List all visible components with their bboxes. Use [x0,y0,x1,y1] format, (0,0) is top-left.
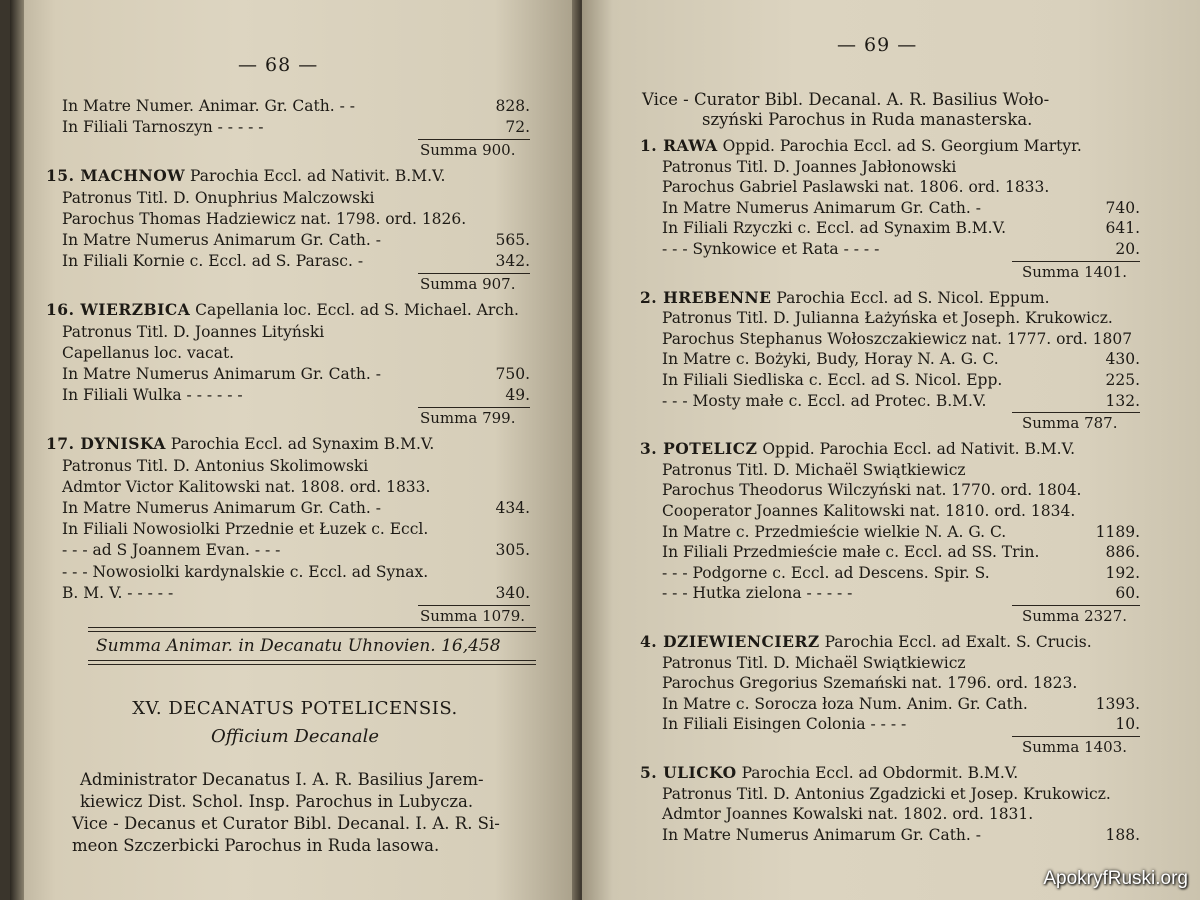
parish-heading [46,434,434,454]
entry-text: Patronus Titl. D. Antonius Zgadzicki et Josep. Krukowicz. [662,784,1111,803]
entry-text: In Filiali Kornie c. Eccl. ad S. Parasc. - [62,252,364,271]
entry-line [662,825,981,845]
entry-number: 750. [495,365,530,383]
entry-number: 740. [1105,198,1140,217]
entry-number: 641. [1105,219,1140,238]
entry-text: Parochia Eccl. ad Exalt. S. Crucis. [819,633,1092,651]
total-rule-top [88,627,536,632]
entry-text: In Matre Numerus Animarum Gr. Cath. - [62,231,382,249]
entry-line [662,694,1028,714]
entry-text: Parochus Stephanus Wołoszczakiewicz nat. 1777. ord. 1807 [662,329,1133,348]
entry-text: In Matre Numerus Animarum Gr. Cath. - [662,198,982,217]
decanatus-total: Summa Animar. in Decanatu Uhnovien. 16,458 [96,636,501,656]
parish-name: 4. DZIEWIENCIERZ [640,632,820,651]
entry-text: Patronus Titl. D. Onuphrius Malczowski [62,188,375,207]
summa: Summa 799. [420,409,516,428]
entry-line [662,714,906,734]
entry-line [662,542,1039,562]
summa: Summa 1079. [420,607,526,625]
parish-name: 15. MACHNOW [46,166,186,186]
entry-number: 434. [495,499,530,517]
summa: Summa 787. [1022,414,1118,433]
entry-number: 340. [495,583,530,602]
entry-text: In Matre Numer. Animar. Gr. Cath. - - [62,97,356,115]
parish-heading [46,166,445,186]
parish-name: 1. RAWA [640,136,718,155]
entry-text: Parochia Eccl. ad S. Nicol. Eppum. [771,288,1050,307]
entry-line [662,198,981,218]
entry-line [62,583,173,603]
entry-line [62,540,280,560]
entry-text: - - - ad S Joannem Evan. - - - [62,541,281,560]
parish-heading [640,763,1018,783]
entry-line [62,188,374,208]
entry-text: B. M. V. - - - - - [62,583,174,602]
entry-line [62,498,381,518]
entry-text: In Filiali Tarnoszyn - - - - - [62,118,264,137]
left-page-number: — 68 — [238,54,319,76]
entry-text: In Matre Numerus Animarum Gr. Cath. - [62,365,382,383]
entry-text: In Filiali Rzyczki c. Eccl. ad Synaxim B.M.V. [662,219,1007,238]
watermark: ApokryfRuski.org [1043,868,1188,889]
para-line: Vice - Decanus et Curator Bibl. Decanal. I. A. R. Si- [72,814,500,833]
entry-number: 430. [1105,350,1140,369]
entry-text: Admtor Victor Kalitowski nat. 1808. ord. 1833. [62,477,431,496]
entry-line [662,177,1049,197]
summa: Summa 1403. [1022,738,1128,756]
parish-name: 16. WIERZBICA [46,300,191,320]
entry-number: 20. [1115,240,1140,258]
entry-line [62,230,381,250]
entry-line [62,477,430,497]
entry-line [662,501,1075,521]
parish-heading [640,632,1092,652]
entry-text: In Matre c. Bożyki, Budy, Horay N. A. G. C. [662,350,999,369]
entry-number: 1189. [1095,522,1140,541]
entry-number: 49. [505,386,530,405]
parish-name: 17. DYNISKA [46,434,166,454]
entry-line [662,460,966,480]
entry-text: Patronus Titl. D. Joannes Lityński [62,322,325,341]
entry-number: 342. [495,252,530,271]
entry-line [662,804,1033,824]
entry-number: 565. [495,231,530,249]
entry-line [662,522,1006,542]
entry-line [62,251,363,271]
entry-line [662,308,1113,328]
parish-name: 5. ULICKO [640,763,737,782]
entry-line [62,364,381,384]
para-line: Administrator Decanatus I. A. R. Basilius Jarem- [80,770,484,789]
entry-line [662,329,1132,349]
entry-text: Patronus Titl. D. Michaël Swiątkiewicz [662,460,966,479]
entry-text: Admtor Joannes Kowalski nat. 1802. ord. 1831. [662,805,1034,824]
entry-text: Patronus Titl. D. Michaël Swiątkiewicz [662,653,966,672]
entry-text: - - - Synkowice et Rata - - - - [662,240,880,258]
para-line: kiewicz Dist. Schol. Insp. Parochus in Lubycza. [80,792,474,811]
total-rule-bottom [88,660,536,665]
entry-number: 1393. [1095,694,1140,713]
entry-text: Parochus Thomas Hadziewicz nat. 1798. ord. 1826. [62,209,467,228]
entry-line [62,322,324,342]
entry-text: Capellania loc. Eccl. ad S. Michael. Arch. [190,301,519,320]
entry-line [62,209,466,229]
entry-line [62,117,264,137]
para-line: meon Szczerbicki Parochus in Ruda lasowa. [72,836,440,855]
entry-number: 188. [1105,825,1140,844]
entry-text: Oppid. Parochia Eccl. ad Nativit. B.M.V. [757,440,1075,459]
entry-number: 10. [1115,715,1140,734]
entry-text: Oppid. Parochia Eccl. ad S. Georgium Martyr. [717,137,1082,155]
entry-number: 225. [1105,371,1140,389]
parish-heading [640,439,1075,459]
entry-line [662,480,1081,500]
section-subtitle: Officium Decanale [210,726,380,747]
entry-text: - - - Hutka zielona - - - - - [662,584,853,603]
summa: Summa 900. [420,141,516,160]
entry-line [62,562,428,582]
entry-line [62,343,234,363]
entry-number: 305. [495,541,530,560]
entry-text: - - - Podgorne c. Eccl. ad Descens. Spir. S. [662,563,990,582]
entry-line [62,96,355,116]
right-page [582,0,1200,900]
entry-text: Capellanus loc. vacat. [62,343,235,362]
right-page-number: — 69 — [837,34,918,56]
parish-heading [46,300,519,320]
entry-text: In Matre c. Sorocza łoza Num. Anim. Gr. Cath. [662,694,1028,713]
entry-text: Parochia Eccl. ad Obdormit. B.M.V. [736,764,1019,782]
entry-number: 60. [1115,584,1140,603]
entry-text: In Matre c. Przedmieście wielkie N. A. G. C. [662,522,1007,541]
entry-line [62,385,243,405]
entry-line [662,583,852,603]
entry-text: Patronus Titl. D. Julianna Łażyńska et Joseph. Krukowicz. [662,309,1113,328]
summa: Summa 2327. [1022,607,1128,625]
section-title: XV. DECANATUS POTELICENSIS. [132,698,458,719]
entry-line [62,456,368,476]
entry-line [662,563,990,583]
entry-line [662,653,966,673]
book-edge [10,0,24,900]
left-page [10,0,580,900]
entry-text: - - - Mosty małe c. Eccl. ad Protec. B.M.V. [662,391,987,410]
entry-text: Patronus Titl. D. Antonius Skolimowski [62,456,369,475]
entry-line [662,157,956,177]
entry-text: Parochia Eccl. ad Nativit. B.M.V. [185,167,446,186]
entry-text: Parochia Eccl. ad Synaxim B.M.V. [165,435,435,454]
parish-heading [640,288,1050,308]
entry-text: Parochus Gabriel Paslawski nat. 1806. ord. 1833. [662,178,1050,197]
entry-line [62,519,428,539]
entry-number: 132. [1105,391,1140,410]
entry-text: In Filiali Nowosiolki Przednie et Łuzek c. Eccl. [62,520,429,539]
entry-text: Parochus Theodorus Wilczyński nat. 1770. ord. 1804. [662,481,1082,500]
entry-number: 828. [495,97,530,115]
entry-line [662,391,986,411]
summa: Summa 1401. [1022,262,1128,281]
entry-number: 192. [1105,563,1140,582]
entry-text: In Matre Numerus Animarum Gr. Cath. - [62,499,382,517]
entry-text: Patronus Titl. D. Joannes Jabłonowski [662,157,957,176]
entry-line [662,784,1111,804]
parish-heading [640,136,1082,156]
entry-line [662,349,999,369]
entry-line [662,239,879,259]
entry-text: In Matre Numerus Animarum Gr. Cath. - [662,825,982,844]
summa: Summa 907. [420,275,516,294]
intro-line: szyński Parochus in Ruda manasterska. [702,110,1033,129]
entry-text: In Filiali Siedliska c. Eccl. ad S. Nicol. Epp. [662,371,1003,389]
entry-text: In Filiali Wulka - - - - - - [62,386,243,405]
entry-line [662,218,1006,238]
entry-line [662,370,1002,390]
entry-number: 886. [1105,543,1140,562]
entry-text: In Filiali Eisingen Colonia - - - - [662,715,907,734]
entry-text: - - - Nowosiolki kardynalskie c. Eccl. ad Synax. [62,562,429,581]
parish-name: 3. POTELICZ [640,439,758,459]
entry-text: Cooperator Joannes Kalitowski nat. 1810. ord. 1834. [662,502,1076,520]
parish-name: 2. HREBENNE [640,287,772,307]
entry-text: In Filiali Przedmieście małe c. Eccl. ad SS. Trin. [662,543,1040,562]
intro-line: Vice - Curator Bibl. Decanal. A. R. Basilius Woło- [642,90,1050,109]
entry-number: 72. [505,118,530,137]
entry-text: Parochus Gregorius Szemański nat. 1796. ord. 1823. [662,674,1078,693]
entry-line [662,673,1077,693]
